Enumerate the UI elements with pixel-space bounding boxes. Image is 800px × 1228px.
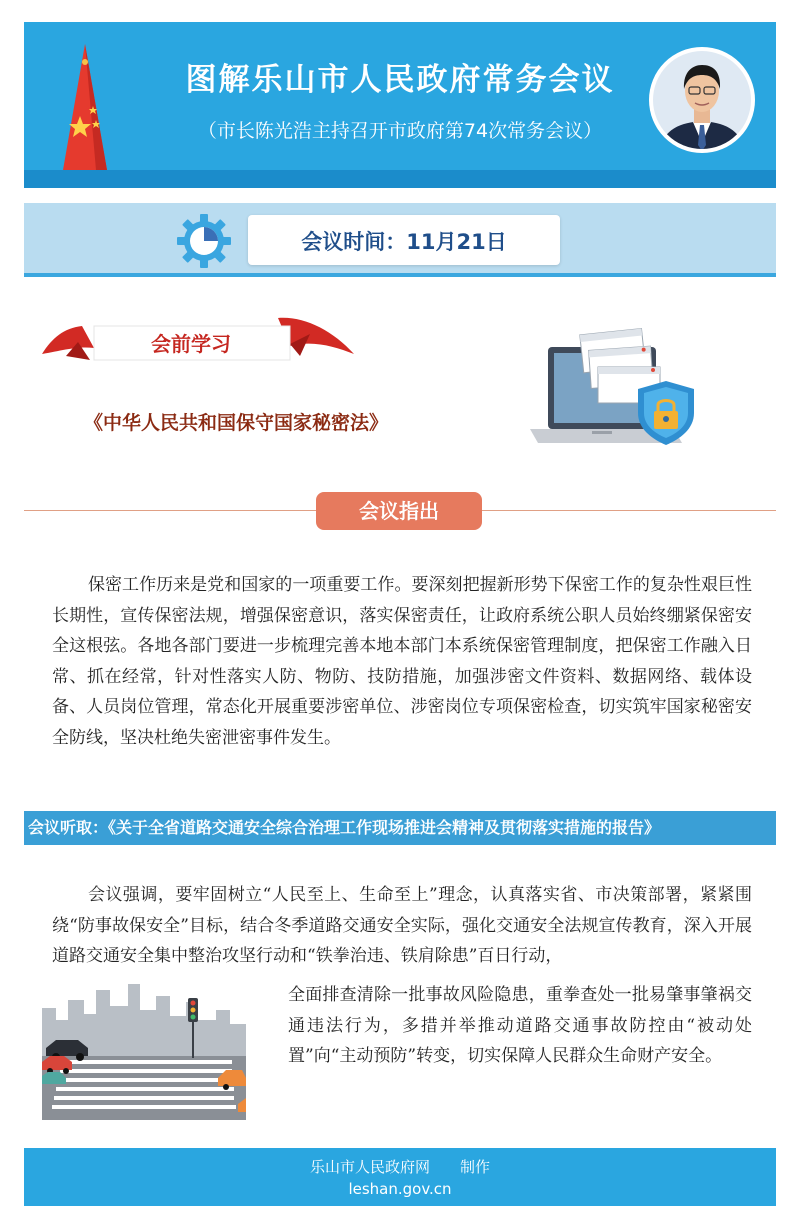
meeting-points-text: 保密工作历来是党和国家的一项重要工作。要深刻把握新形势下保密工作的复杂性艰巨性长期性，宣传保密法规，增强保密意识，落实保密责任，让政府系统公职人员始终绷紧保密安全这根弦。各地各部门要进一步梳理完善本地本部门本系统保密管理制度，把保密工作融入日常、抓在经常，针对性落实人防、物防、技防措施，加强涉密文件资料、数据网络、载体设备、人员岗位管理，常态化开展重要涉密单位、涉密岗位专项保密检查，切实筑牢国家秘密安全防线，坚决杜绝失密泄密事件发生。 [52, 575, 752, 748]
meeting-heard-title: 会议听取：《关于全省道路交通安全综合治理工作现场推进会精神及贯彻落实措施的报告》 [24, 811, 776, 845]
header-banner [24, 22, 776, 188]
meeting-points-label: 会议指出 [316, 492, 482, 530]
meeting-time-bar [24, 203, 776, 277]
footer-site-link[interactable]: leshan.gov.cn [348, 1180, 452, 1198]
meeting-heard-text-part2: 全面排查清除一批事故风险隐患，重拳查处一批易肇事肇祸交通违法行为，多措并举推动道路交通事故防控由“被动处置”向“主动预防”转变，切实保障人民群众生命财产安全。 [288, 985, 752, 1066]
meeting-time-label: 会议时间：11月21日 [301, 230, 507, 254]
avatar [649, 47, 755, 153]
timebar-underline [24, 273, 776, 277]
page-title: 图解乐山市人民政府常务会议 [185, 62, 615, 98]
person-portrait-icon [649, 47, 755, 153]
law-title: 《中华人民共和国保守国家秘密法》 [84, 412, 389, 434]
footer [24, 1148, 776, 1206]
meeting-heard-text-part1: 会议强调，要牢固树立“人民至上、生命至上”理念，认真落实省、市决策部署，紧紧围绕“防事故保安全”目标，结合冬季道路交通安全实际，强化交通安全法规宣传教育，深入开展道路交通安全集中整治攻坚行动和“铁拳治违、铁肩除患”百日行动， [52, 885, 752, 966]
footer-credit: 乐山市人民政府网 制作 [309, 1158, 490, 1176]
laptop-security-icon [530, 325, 700, 455]
meeting-time-box [248, 215, 560, 265]
pre-meeting-study-label: 会前学习 [151, 332, 231, 356]
header-stripe [24, 170, 776, 188]
clock-gear-icon [174, 213, 234, 269]
page-subtitle: （市长陈光浩主持召开市政府第74次常务会议） [197, 120, 603, 142]
crosswalk-traffic-illustration [42, 980, 246, 1120]
